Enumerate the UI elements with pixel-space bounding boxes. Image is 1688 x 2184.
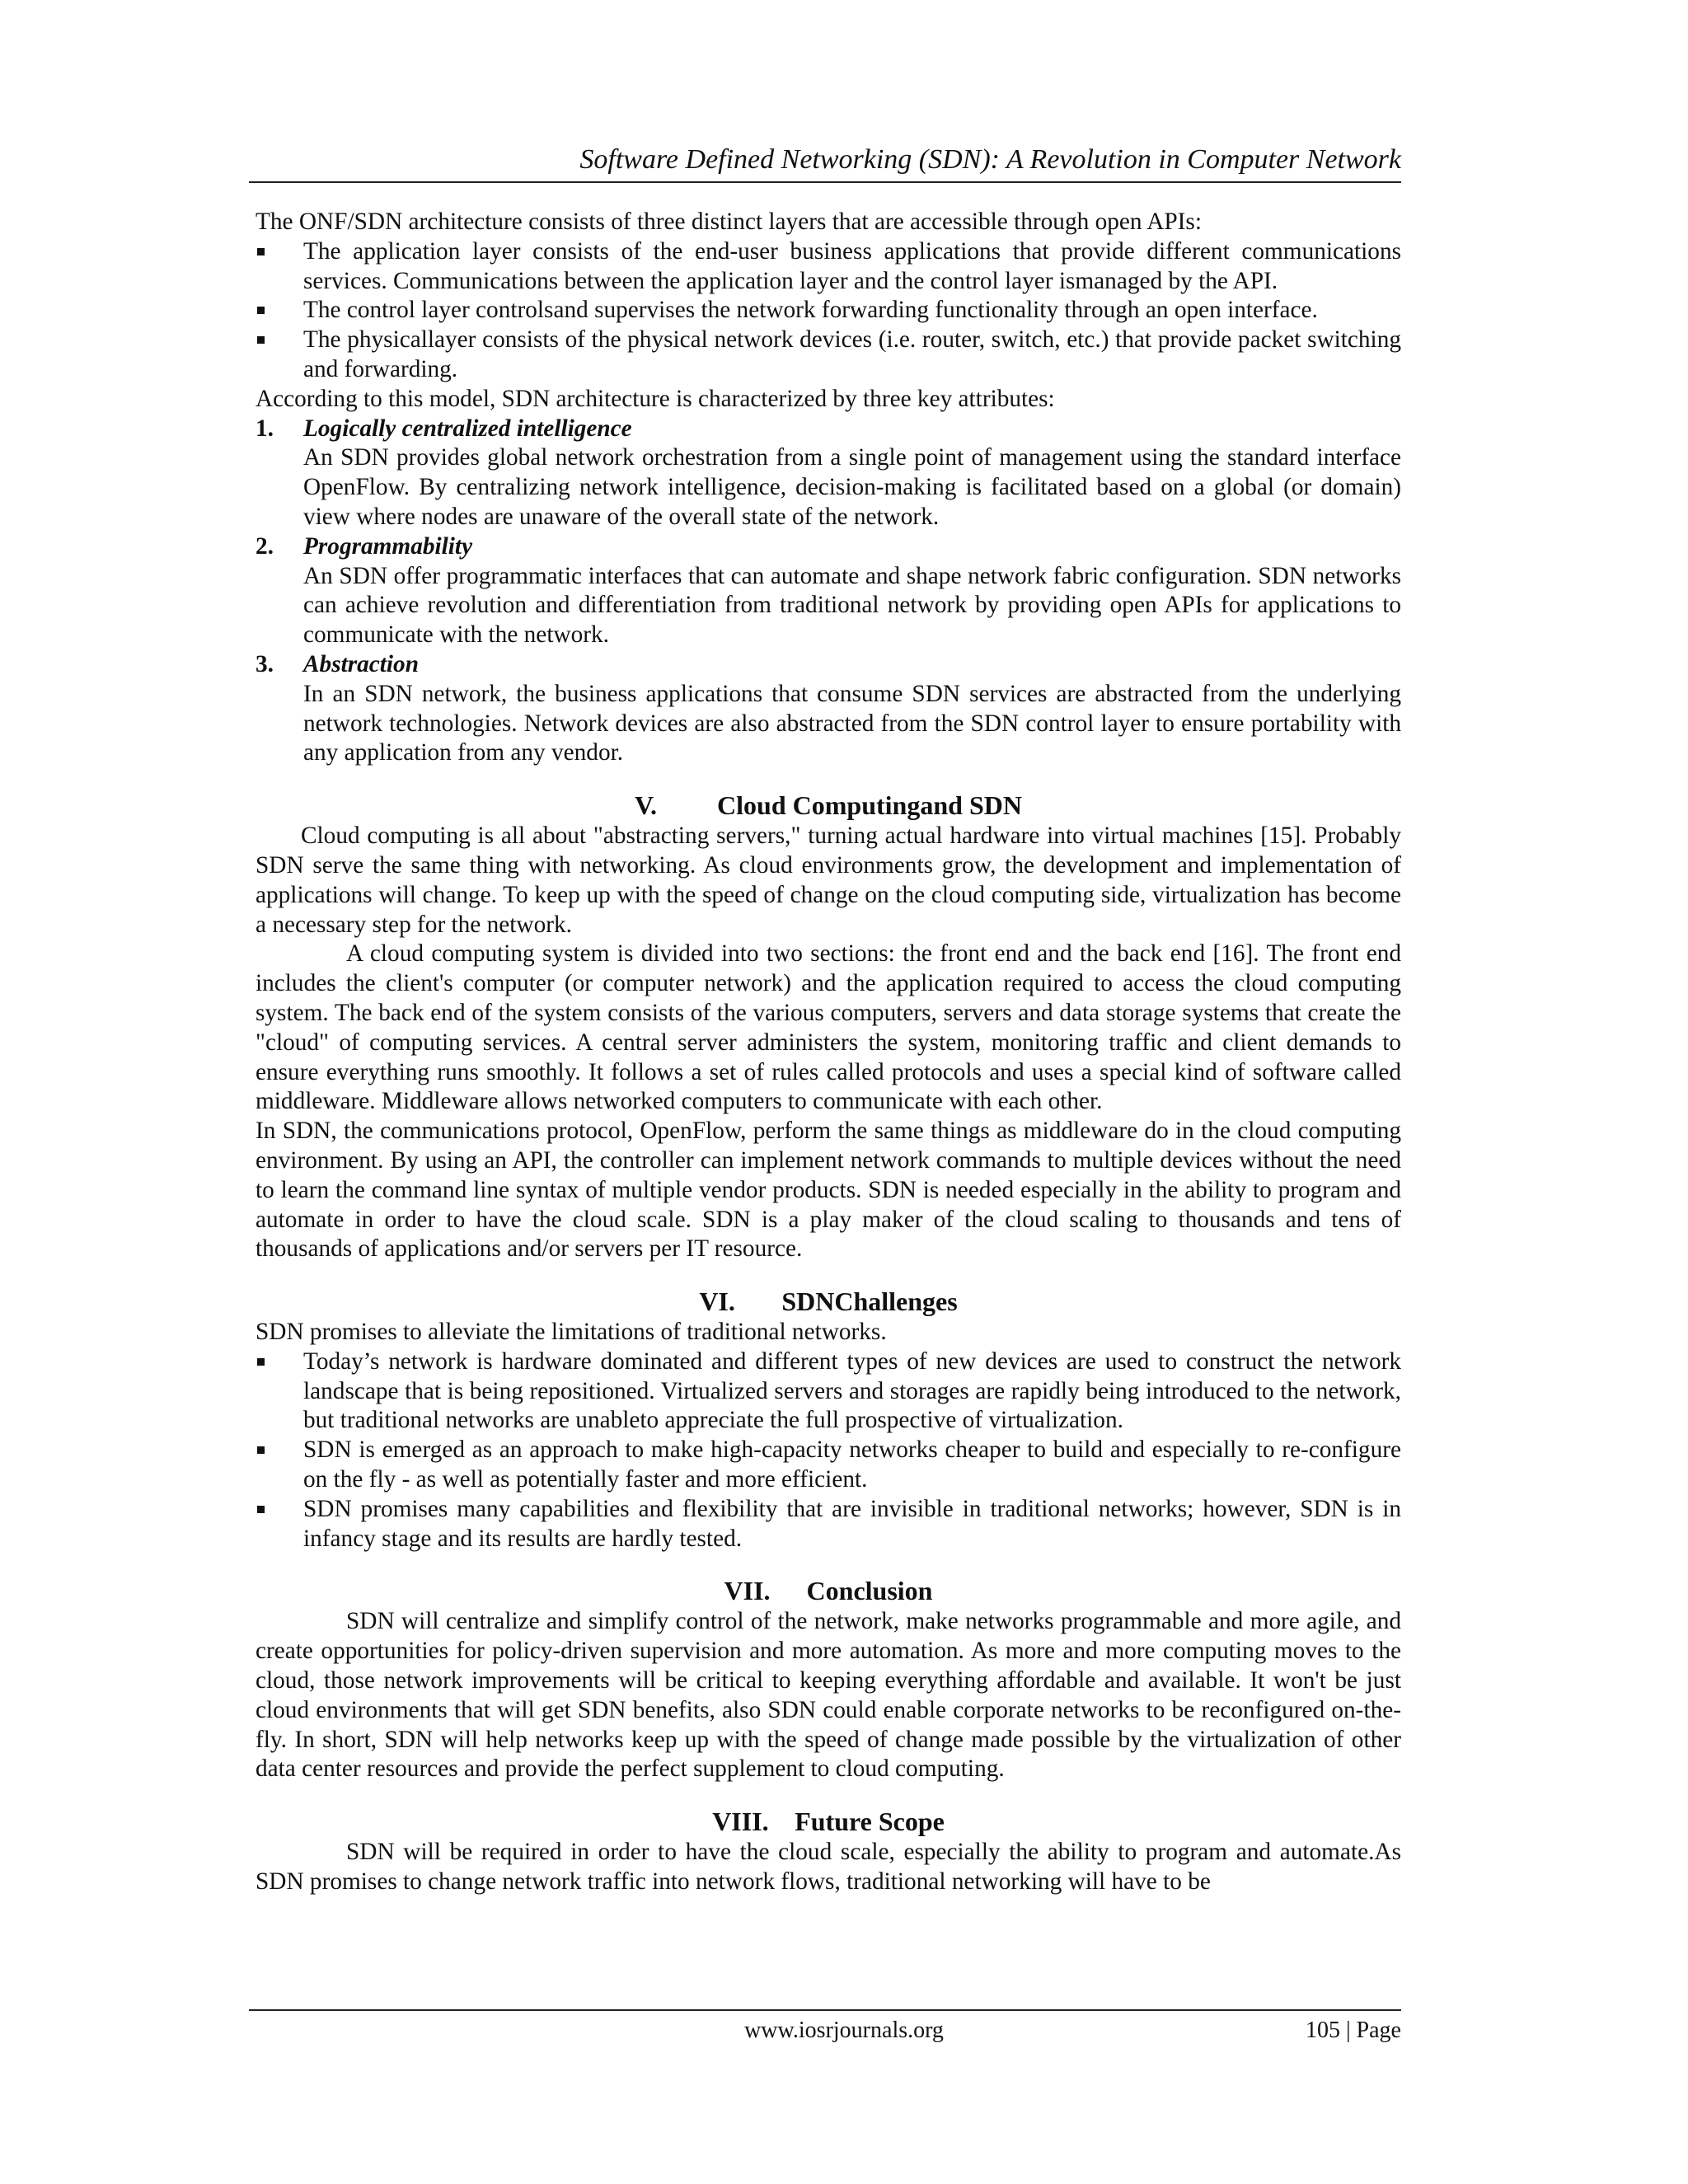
section-number: VIII. xyxy=(712,1807,769,1837)
section-number: VI. xyxy=(699,1286,735,1317)
intro-paragraph: The ONF/SDN architecture consists of three distinct layers that are accessible through open APIs: xyxy=(256,209,1202,235)
paragraph: SDN promises to alleviate the limitations of traditional networks. xyxy=(256,1319,887,1346)
section-title: SDNChallenges xyxy=(781,1286,958,1317)
bullet-item: The control layer controlsand supervises the network forwarding functionality through an open interface. xyxy=(256,296,1401,326)
attribute-number: 3. xyxy=(256,650,274,677)
section-heading-v xyxy=(256,789,1401,822)
layer-bullet-list xyxy=(256,237,1401,385)
bullet-item: Today’s network is hardware dominated and different types of new devices are used to construct the network landscape that is being repositioned. Virtualized servers and storages are rapidly being introduced to the network, but traditional networks are unableto appreciate the full prospective of virtualization. xyxy=(256,1347,1401,1436)
attribute-item xyxy=(256,532,1401,650)
page-body xyxy=(256,208,1401,1897)
section-number: VII. xyxy=(724,1576,771,1606)
paragraph: SDN will be required in order to have the cloud scale, especially the ability to program and automate.As SDN promises to change network traffic into network flows, traditional networking will have to be xyxy=(256,1839,1401,1896)
section-heading-vi xyxy=(256,1285,1401,1318)
section-title: Conclusion xyxy=(806,1576,933,1606)
paragraph: Cloud computing is all about "abstracting servers," turning actual hardware into virtual machines [15]. Probably SDN serve the same thing with networking. As cloud environments grow, the development and implementation of applications will change. To keep up with the speed of change on the cloud computing side, virtualization has become a necessary step for the network. xyxy=(256,823,1401,938)
attribute-text: In an SDN network, the business applications that consume SDN services are abstracted from the underlying network technologies. Network devices are also abstracted from the SDN control layer to ensure portability with any application from any vendor. xyxy=(303,680,1401,766)
footer-page-number: 105 | Page xyxy=(1305,2018,1401,2043)
attribute-text: An SDN offer programmatic interfaces that can automate and shape network fabric configuration. SDN networks can achieve revolution and differentiation from traditional network by providing open APIs for applications to communicate with the network. xyxy=(303,562,1401,649)
attribute-title: Abstraction xyxy=(303,650,420,677)
paragraph: A cloud computing system is divided into two sections: the front end and the back end [16]. The front end includes the client's computer (or computer network) and the application required to access the cloud computing system. The back end of the system consists of the various computers, servers and data storage systems that create the "cloud" of computing services. A central server administers the system, monitoring traffic and client demands to ensure everything runs smoothly. It follows a set of rules called protocols and uses a special kind of software called middleware. Middleware allows networked computers to communicate with each other. xyxy=(256,940,1401,1115)
section-number: V. xyxy=(635,790,658,821)
attribute-text: An SDN provides global network orchestration from a single point of management using the standard interface OpenFlow. By centralizing network intelligence, decision-making is facilitated based on a global (or domain) view where nodes are unaware of the overall state of the network. xyxy=(303,444,1401,530)
section-heading-vii xyxy=(256,1574,1401,1607)
attribute-item xyxy=(256,415,1401,532)
footer-rule xyxy=(249,2009,1401,2011)
attributes-intro: According to this model, SDN architecture is characterized by three key attributes: xyxy=(256,385,1055,412)
paragraph: SDN will centralize and simplify control of the network, make networks programmable and more agile, and create opportunities for policy-driven supervision and more automation. As more and more computing moves to the cloud, those network improvements will be critical to keeping everything affordable and available. It won't be just cloud environments that will get SDN benefits, also SDN could enable corporate networks to be reconfigured on-the-fly. In short, SDN will help networks keep up with the speed of change made possible by the virtualization of other data center resources and provide the perfect supplement to cloud computing. xyxy=(256,1608,1401,1783)
section-title: Cloud Computingand SDN xyxy=(717,790,1022,821)
bullet-item: The application layer consists of the end-user business applications that provide different communications services. Communications between the application layer and the control layer ismanaged by the API. xyxy=(256,237,1401,297)
header-rule xyxy=(249,181,1401,183)
footer-website: www.iosrjournals.org xyxy=(744,2018,944,2043)
attribute-title: Logically centralized intelligence xyxy=(303,415,632,442)
bullet-item: SDN is emerged as an approach to make high-capacity networks cheaper to build and especially to re-configure on the fly - as well as potentially faster and more efficient. xyxy=(256,1436,1401,1495)
paragraph: In SDN, the communications protocol, OpenFlow, perform the same things as middleware do in the cloud computing environment. By using an API, the controller can implement network commands to multiple devices without the need to learn the command line syntax of multiple vendor products. SDN is needed especially in the ability to program and automate in order to have the cloud scale. SDN is a play maker of the cloud scaling to thousands and tens of thousands of applications and/or servers per IT resource. xyxy=(256,1118,1401,1263)
attribute-item xyxy=(256,650,1401,768)
challenges-bullet-list xyxy=(256,1347,1401,1554)
attribute-list xyxy=(256,415,1401,769)
section-title: Future Scope xyxy=(795,1807,945,1837)
section-heading-viii xyxy=(256,1805,1401,1838)
bullet-item: SDN promises many capabilities and flexibility that are invisible in traditional networks; however, SDN is in infancy stage and its results are hardly tested. xyxy=(256,1495,1401,1554)
running-title: Software Defined Networking (SDN): A Revolution in Computer Network xyxy=(579,144,1401,175)
bullet-item: The physicallayer consists of the physical network devices (i.e. router, switch, etc.) that provide packet switching and forwarding. xyxy=(256,326,1401,385)
attribute-title: Programmability xyxy=(303,532,473,560)
attribute-number: 2. xyxy=(256,532,274,560)
attribute-number: 1. xyxy=(256,415,274,442)
